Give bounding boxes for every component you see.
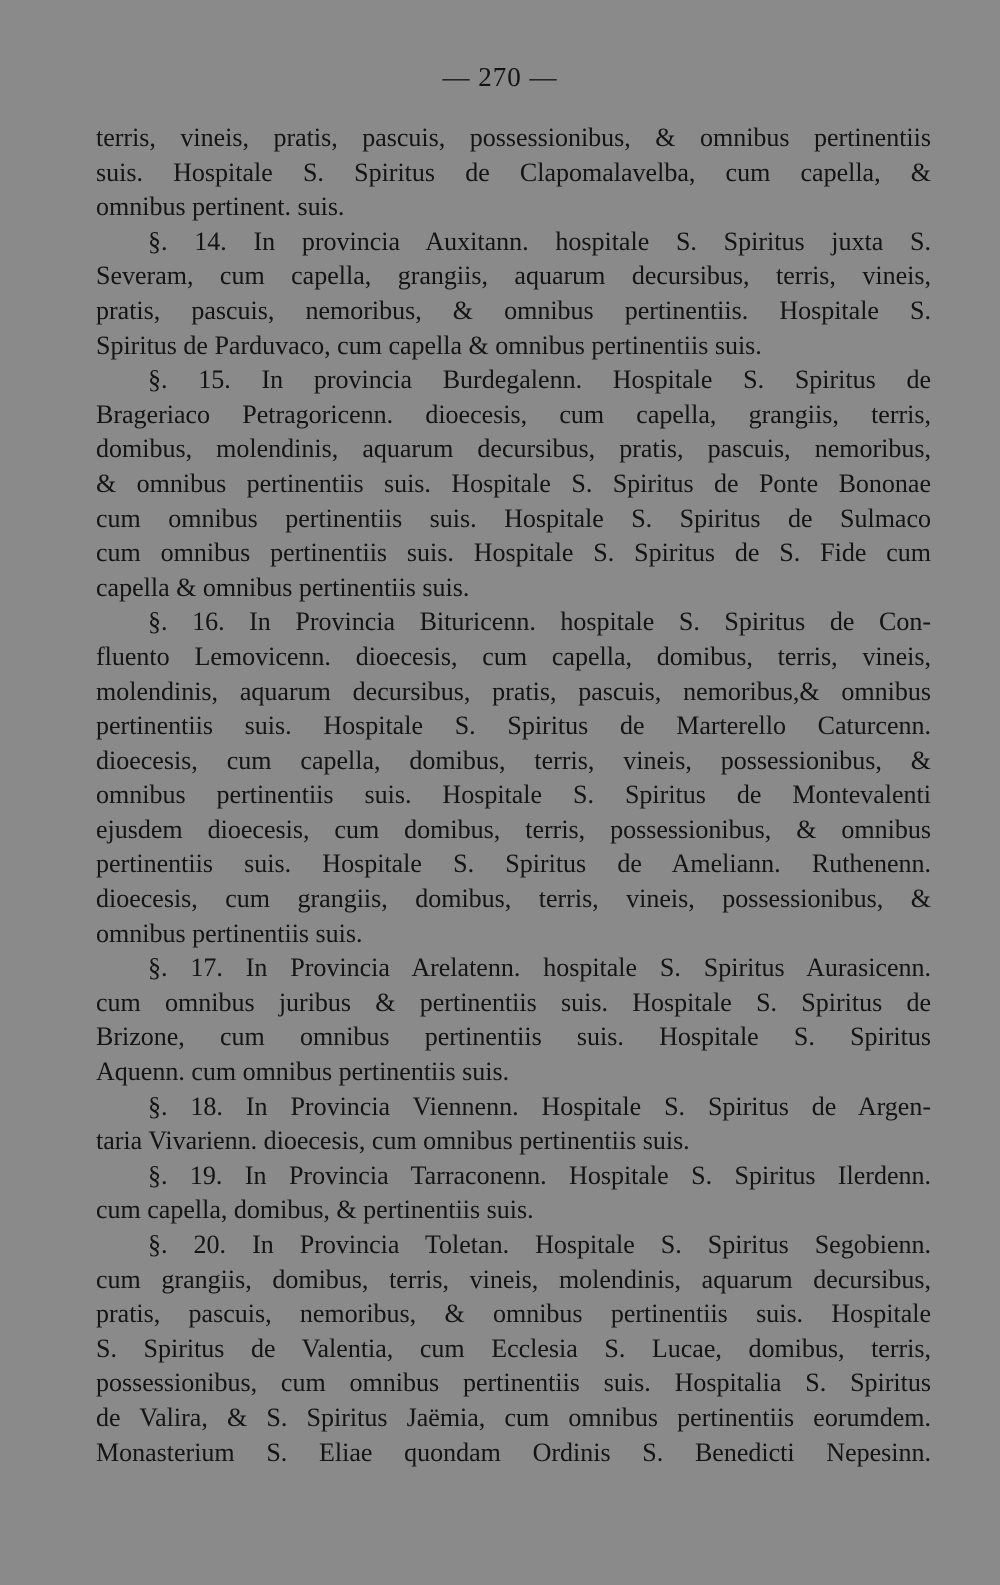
text-line: §. 17. In Provincia Arelatenn. hospitale S. Spiritus Aurasicenn. — [148, 953, 931, 983]
text-line: capella & omnibus pertinentiis suis. — [96, 572, 470, 602]
text-line: Aquenn. cum omnibus pertinentiis suis. — [96, 1057, 510, 1087]
text-line: §. 15. In provincia Burdegalenn. Hospitale S. Spiritus de — [148, 365, 931, 395]
text-line: dioecesis, cum capella, domibus, terris, vineis, possessionibus, & — [96, 745, 931, 775]
text-line: cum omnibus pertinentiis suis. Hospitale S. Spiritus de S. Fide cum — [96, 538, 931, 568]
text-line: terris, vineis, pratis, pascuis, possessionibus, & omnibus pertinentiis — [96, 123, 931, 152]
body-text — [96, 121, 931, 1470]
text-line: S. Spiritus de Valentia, cum Ecclesia S. Lucae, domibus, terris, — [96, 1333, 931, 1363]
text-line: pertinentiis suis. Hospitale S. Spiritus de Ameliann. Ruthenenn. — [96, 849, 931, 879]
text-line: Brizone, cum omnibus pertinentiis suis. Hospitale S. Spiritus — [96, 1022, 931, 1052]
text-line: ejusdem dioecesis, cum domibus, terris, possessionibus, & omnibus — [96, 814, 931, 844]
text-line: cum grangiis, domibus, terris, vineis, molendinis, aquarum decursibus, — [96, 1264, 931, 1294]
text-line: suis. Hospitale S. Spiritus de Clapomalavelba, cum capella, & — [96, 157, 931, 187]
text-line: §. 16. In Provincia Bituricenn. hospitale S. Spiritus de Con- — [148, 607, 931, 637]
text-line: fluento Lemovicenn. dioecesis, cum capella, domibus, terris, vineis, — [96, 641, 931, 671]
text-line: pratis, pascuis, nemoribus, & omnibus pertinentiis. Hospitale S. — [96, 295, 931, 325]
text-line: §. 19. In Provincia Tarraconenn. Hospitale S. Spiritus Ilerdenn. — [148, 1160, 931, 1190]
text-line: §. 18. In Provincia Viennenn. Hospitale S. Spiritus de Argen- — [148, 1091, 931, 1121]
page-number: — 270 — — [442, 62, 558, 92]
text-line: de Valira, & S. Spiritus Jaëmia, cum omnibus pertinentiis eorumdem. — [96, 1402, 931, 1432]
text-line: pratis, pascuis, nemoribus, & omnibus pertinentiis suis. Hospitale — [96, 1299, 931, 1329]
text-line: cum capella, domibus, & pertinentiis suis. — [96, 1195, 534, 1225]
text-line: & omnibus pertinentiis suis. Hospitale S. Spiritus de Ponte Bononae — [96, 468, 931, 498]
text-line: omnibus pertinent. suis. — [96, 192, 345, 222]
text-line: domibus, molendinis, aquarum decursibus, pratis, pascuis, nemoribus, — [96, 434, 931, 464]
text-line: cum omnibus pertinentiis suis. Hospitale S. Spiritus de Sulmaco — [96, 503, 931, 533]
text-line: molendinis, aquarum decursibus, pratis, pascuis, nemoribus,& omnibus — [96, 676, 931, 706]
text-line: cum omnibus juribus & pertinentiis suis. Hospitale S. Spiritus de — [96, 987, 931, 1017]
text-line: Severam, cum capella, grangiis, aquarum decursibus, terris, vineis, — [96, 261, 931, 291]
text-line: pertinentiis suis. Hospitale S. Spiritus de Marterello Caturcenn. — [96, 711, 931, 741]
text-line: dioecesis, cum grangiis, domibus, terris, vineis, possessionibus, & — [96, 884, 931, 914]
text-line: omnibus pertinentiis suis. Hospitale S. Spiritus de Montevalenti — [96, 780, 931, 810]
text-line: Monasterium S. Eliae quondam Ordinis S. Benedicti Nepesinn. — [96, 1437, 931, 1467]
text-line: Spiritus de Parduvaco, cum capella & omnibus pertinentiis suis. — [96, 330, 762, 360]
text-line: omnibus pertinentiis suis. — [96, 918, 363, 948]
text-line: possessionibus, cum omnibus pertinentiis suis. Hospitalia S. Spiritus — [96, 1368, 931, 1398]
text-line: Brageriaco Petragoricenn. dioecesis, cum capella, grangiis, terris, — [96, 399, 931, 429]
text-line: §. 20. In Provincia Toletan. Hospitale S. Spiritus Segobienn. — [148, 1230, 931, 1259]
text-line: taria Vivarienn. dioecesis, cum omnibus pertinentiis suis. — [96, 1126, 690, 1156]
text-line: §. 14. In provincia Auxitann. hospitale S. Spiritus juxta S. — [148, 226, 931, 256]
